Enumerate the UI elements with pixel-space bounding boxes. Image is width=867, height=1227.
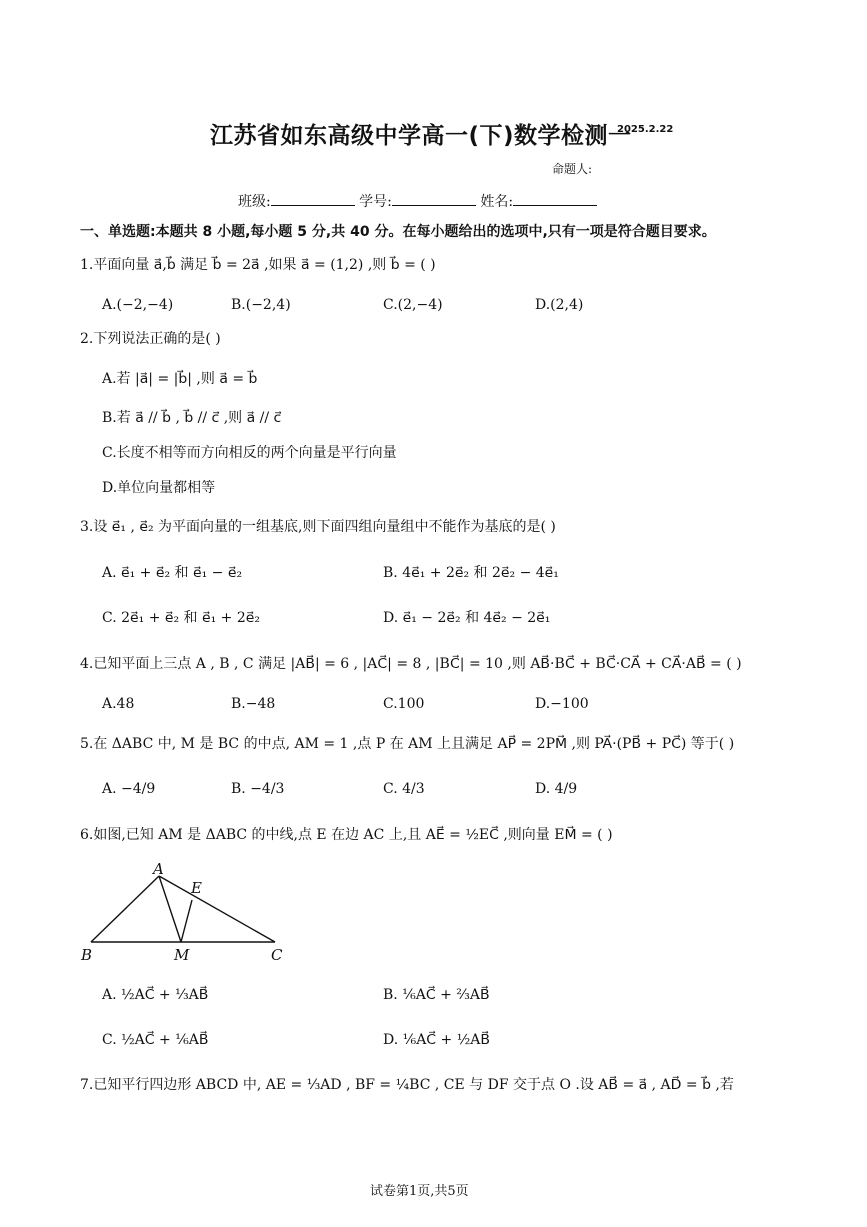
author-label: 命题人:	[552, 162, 593, 176]
q4-option-d: D.−100	[535, 696, 589, 712]
segment-ac	[159, 876, 275, 942]
q6-option-c: C. ½AC⃗ + ⅙AB⃗	[102, 1032, 209, 1048]
q4-option-b: B.−48	[231, 696, 276, 712]
q6-option-d: D. ⅙AC⃗ + ½AB⃗	[383, 1032, 490, 1048]
number-blank[interactable]	[392, 193, 476, 206]
q1-stem: 1.平面向量 a⃗,b⃗ 满足 b⃗ = 2a⃗ ,如果 a⃗ = (1,2) ,则 b⃗ = ( )	[80, 257, 436, 273]
label-c: C	[271, 946, 283, 964]
q5-option-b: B. −4/3	[231, 781, 285, 797]
q1-option-a: A.(−2,−4)	[102, 297, 174, 313]
q5-option-a: A. −4/9	[102, 781, 156, 797]
q5-stem: 5.在 ΔABC 中, M 是 BC 的中点, AM = 1 ,点 P 在 AM 上且满足 AP⃗ = 2PM⃗ ,则 PA⃗·(PB⃗ + PC⃗) 等于( )	[80, 736, 735, 752]
label-m: M	[174, 946, 190, 964]
class-blank[interactable]	[271, 193, 355, 206]
triangle-figure	[75, 860, 300, 970]
q1-option-c: C.(2,−4)	[383, 297, 443, 313]
q3-option-c: C. 2e⃗₁ + e⃗₂ 和 e⃗₁ + 2e⃗₂	[102, 610, 260, 626]
q4-option-c: C.100	[383, 696, 425, 712]
q3-option-a: A. e⃗₁ + e⃗₂ 和 e⃗₁ − e⃗₂	[102, 565, 243, 581]
section-heading: 一、单选题:本题共 8 小题,每小题 5 分,共 40 分。在每小题给出的选项中,只有一项是符合题目要求。	[80, 224, 716, 240]
exam-date: 2025.2.22	[617, 124, 674, 135]
segment-ab	[91, 876, 159, 942]
page-title: 江苏省如东高级中学高一(下)数学检测一	[210, 123, 632, 149]
segment-em	[181, 900, 192, 942]
page-footer: 试卷第1页,共5页	[370, 1184, 469, 1199]
class-label: 班级:	[238, 194, 271, 210]
q3-option-d: D. e⃗₁ − 2e⃗₂ 和 4e⃗₂ − 2e⃗₁	[383, 610, 551, 626]
q6-option-a: A. ½AC⃗ + ⅓AB⃗	[102, 987, 209, 1003]
q2-option-c: C.长度不相等而方向相反的两个向量是平行向量	[102, 445, 397, 461]
q6-stem: 6.如图,已知 AM 是 ΔABC 的中线,点 E 在边 AC 上,且 AE⃗ = ½EC⃗ ,则向量 EM⃗ = ( )	[80, 827, 613, 843]
q4-stem: 4.已知平面上三点 A , B , C 满足 |AB⃗| = 6 , |AC⃗| = 8 , |BC⃗| = 10 ,则 AB⃗·BC⃗ + BC⃗·CA⃗ + CA⃗·AB⃗ = ( )	[80, 656, 742, 672]
q2-option-d: D.单位向量都相等	[102, 480, 216, 496]
q5-option-d: D. 4/9	[535, 781, 578, 797]
q5-option-c: C. 4/3	[383, 781, 425, 797]
student-info-row	[238, 193, 597, 211]
q3-option-b: B. 4e⃗₁ + 2e⃗₂ 和 2e⃗₂ − 4e⃗₁	[383, 565, 559, 581]
name-label: 姓名:	[480, 194, 514, 210]
name-blank[interactable]	[513, 193, 597, 206]
q1-option-b: B.(−2,4)	[231, 297, 291, 313]
q3-stem: 3.设 e⃗₁ , e⃗₂ 为平面向量的一组基底,则下面四组向量组中不能作为基底的是( )	[80, 519, 556, 535]
q2-option-b: B.若 a⃗ // b⃗ , b⃗ // c⃗ ,则 a⃗ // c⃗	[102, 410, 282, 426]
q2-stem: 2.下列说法正确的是( )	[80, 331, 221, 347]
q4-option-a: A.48	[102, 696, 135, 712]
label-a: A	[153, 860, 164, 878]
q6-option-b: B. ⅙AC⃗ + ⅔AB⃗	[383, 987, 490, 1003]
number-label: 学号:	[359, 194, 392, 210]
q2-option-a: A.若 |a⃗| = |b⃗| ,则 a⃗ = b⃗	[102, 371, 258, 387]
label-b: B	[81, 946, 93, 964]
label-e: E	[191, 879, 202, 897]
q7-stem: 7.已知平行四边形 ABCD 中, AE = ⅓AD , BF = ¼BC , CE 与 DF 交于点 O .设 AB⃗ = a⃗ , AD⃗ = b⃗ ,若	[80, 1077, 734, 1093]
q1-option-d: D.(2,4)	[535, 297, 584, 313]
